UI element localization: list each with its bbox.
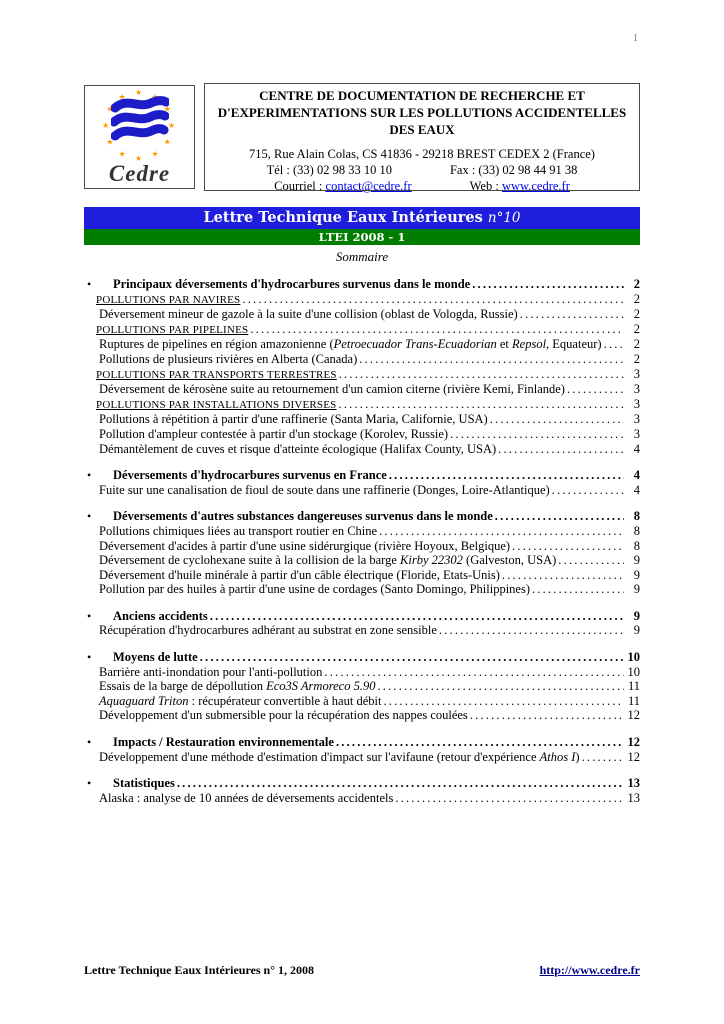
toc-entry: [84, 582, 640, 597]
toc-page-number: 3: [633, 412, 640, 427]
address-line: 715, Rue Alain Colas, CS 41836 - 29218 BREST CEDEX 2 (France): [249, 147, 595, 161]
toc-entry-text: Déversement d'acides à partir d'une usine sidérurgique (rivière Hoyoux, Belgique): [99, 538, 511, 553]
toc-entry-text: Alaska : analyse de 10 années de déversements accidentels: [99, 790, 394, 805]
toc-entry-label: [99, 694, 381, 709]
dot-leader: [498, 442, 624, 457]
toc-page-number: 13: [627, 790, 640, 805]
toc-entry: [84, 442, 640, 457]
toc-section-title: [84, 509, 640, 524]
toc-entry: [84, 553, 640, 568]
toc-entry-text: Pollution par des huiles à partir d'une usine de cordages (Santo Domingo, Philippines): [99, 582, 530, 597]
toc-section-title: [84, 468, 640, 483]
star-icon: ★: [118, 92, 126, 102]
toc-page-number: 4: [633, 441, 640, 456]
toc-page-number: 8: [633, 523, 640, 538]
star-icon: ★: [106, 104, 114, 114]
toc-entry-label: [99, 582, 530, 597]
bullet-icon: •: [87, 776, 92, 791]
toc-subheading: [84, 292, 640, 308]
org-info-box: [204, 83, 640, 191]
toc-entry-text: POLLUTIONS PAR NAVIRES: [96, 293, 241, 306]
toc-entry-label: [99, 382, 565, 397]
toc-entry-label: [99, 568, 500, 583]
dot-leader: [336, 735, 624, 750]
dot-leader: [567, 382, 624, 397]
fax-label: Fax : (33) 02 98 44 91 38: [449, 163, 578, 177]
toc-entry-text: et: [496, 337, 513, 352]
toc-section-title: [84, 735, 640, 750]
page-footer: [84, 963, 640, 978]
toc-page-number: 4: [633, 482, 640, 497]
contact-links-line: [211, 179, 633, 194]
toc-page-number: 10: [627, 650, 640, 665]
toc-entry-text: Barrière anti-inondation pour l'anti-pollution: [99, 664, 323, 679]
toc-entry-text: Aquaguard Triton: [99, 693, 189, 708]
toc-section-title-text: Anciens accidents: [113, 608, 208, 623]
issue-banner: LTEI 2008 - 1: [84, 229, 640, 245]
toc-entry: [84, 352, 640, 367]
toc-entry-text: Petroecuador Trans-Ecuadorian: [333, 337, 497, 352]
toc-entry-text: Déversement de kérosène suite au retournement d'un camion citerne (rivière Kemi, Finlande): [99, 382, 565, 397]
dot-leader: [502, 568, 624, 583]
dot-leader: [512, 539, 624, 554]
page-number: 1: [633, 33, 638, 44]
toc-entry-text: Déversement mineur de gazole à la suite d'une collision (oblast de Vologda, Russie): [99, 307, 518, 322]
toc-entry: [84, 679, 640, 694]
toc-entry-label: [99, 679, 375, 694]
toc-entry-text: Développement d'un submersible pour la récupération des nappes coulées: [99, 708, 468, 723]
toc-page-number: 9: [633, 608, 640, 623]
bullet-icon: •: [87, 608, 92, 623]
toc-entry-label: [99, 539, 510, 554]
toc-section-title: [84, 609, 640, 624]
toc-entry: [84, 337, 640, 352]
star-icon: ★: [102, 121, 110, 130]
dot-leader: [532, 582, 624, 597]
toc-entry-text: Déversement d'huile minérale à partir d'un câble électrique (Floride, Etats-Unis): [99, 567, 500, 582]
toc-entry-label: [99, 307, 518, 322]
dot-leader: [383, 694, 624, 709]
toc-entry: [84, 568, 640, 583]
toc-entry-text: Pollutions à répétition à partir d'une raffinerie (Santa Maria, Californie, USA): [99, 412, 488, 427]
star-icon: ★: [118, 149, 126, 159]
toc-entry-text: Kirby 22302: [400, 553, 463, 568]
toc-page-number: 11: [627, 679, 640, 694]
toc-entry: [84, 539, 640, 554]
dot-leader: [377, 679, 624, 694]
toc-entry-label: [99, 427, 448, 442]
toc-section-title-text: Déversements d'hydrocarbures survenus en France: [113, 468, 387, 483]
toc-entry-text: Pollutions chimiques liées au transport routier en Chine: [99, 523, 378, 538]
toc-section: [84, 650, 640, 723]
web-group: [470, 179, 570, 194]
toc-page-number: 2: [633, 307, 640, 322]
dot-leader: [324, 665, 624, 680]
waves-icon: [111, 96, 169, 148]
toc-entry-text: ): [575, 749, 580, 764]
dot-leader: [582, 750, 624, 765]
toc-section: [84, 735, 640, 764]
dot-leader: [339, 367, 624, 382]
toc-entry: [84, 665, 640, 680]
toc-entry: [84, 307, 640, 322]
dot-leader: [339, 397, 625, 412]
toc-entry: [84, 427, 640, 442]
toc-page-number: 9: [633, 582, 640, 597]
toc-page-number: 12: [627, 749, 640, 764]
star-icon: ★: [163, 137, 171, 147]
toc-page-number: 8: [633, 538, 640, 553]
toc-entry-label: [96, 293, 240, 308]
toc-entry-text: Repsol: [512, 337, 547, 352]
toc-subheading: [84, 322, 640, 338]
toc-entry-text: POLLUTIONS PAR TRANSPORTS TERRESTRES: [96, 368, 337, 381]
toc-page-number: 3: [633, 396, 640, 411]
toc-page-number: 10: [627, 664, 640, 679]
toc-entry-text: Récupération d'hydrocarbures adhérant au substrat en zone sensible: [99, 623, 437, 638]
toc-subheading: [84, 397, 640, 413]
toc-page-number: 12: [627, 708, 640, 723]
toc-section: [84, 468, 640, 497]
toc-entry-label: [96, 398, 337, 413]
newsletter-title: Lettre Technique Eaux Intérieures: [203, 209, 488, 226]
toc-entry: [84, 708, 640, 723]
toc-entry-label: [99, 442, 496, 457]
tel-fax-line: [211, 163, 633, 178]
star-icon: ★: [135, 154, 143, 163]
toc-entry-label: [96, 368, 337, 383]
toc-entry-label: [99, 791, 393, 806]
toc-section: [84, 776, 640, 805]
toc-page-number: 9: [633, 567, 640, 582]
toc-page-number: 12: [627, 735, 640, 750]
toc-entry-text: Pollutions de plusieurs rivières en Alberta (Canada): [99, 351, 358, 366]
dot-leader: [520, 307, 624, 322]
toc-entry-text: Eco3S Armoreco 5.90: [266, 679, 376, 694]
toc-entry-label: [99, 750, 580, 765]
toc-entry-label: [99, 665, 322, 680]
star-icon: ★: [106, 137, 114, 147]
bullet-icon: •: [87, 735, 92, 750]
dot-leader: [379, 524, 624, 539]
toc-section-title: [84, 650, 640, 665]
toc-entry-label: [99, 337, 602, 352]
dot-leader: [359, 352, 624, 367]
toc-entry-text: Ruptures de pipelines en région amazonienne (: [99, 337, 334, 352]
toc-page-number: 3: [633, 366, 640, 381]
org-title: CENTRE DE DOCUMENTATION DE RECHERCHE ET D'EXPERIMENTATIONS SUR LES POLLUTIONS ACCIDENTELLES DES EAUX: [217, 88, 627, 137]
dot-leader: [439, 623, 624, 638]
toc-entry-text: (Galveston, USA): [462, 553, 557, 568]
dot-leader: [177, 776, 624, 791]
newsletter-title-banner: [84, 207, 640, 229]
dot-leader: [470, 708, 624, 723]
dot-leader: [490, 412, 624, 427]
toc-page-number: 2: [633, 337, 640, 352]
toc-entry-text: , Equateur): [546, 337, 602, 352]
toc-page-number: 3: [633, 426, 640, 441]
dot-leader: [395, 791, 624, 806]
toc-page-number: 3: [633, 382, 640, 397]
toc-subheading: [84, 367, 640, 383]
star-icon: ★: [151, 149, 159, 159]
toc-section: [84, 277, 640, 456]
toc-entry-label: [99, 708, 468, 723]
toc-section-title-text: Moyens de lutte: [113, 650, 198, 665]
dot-leader: [200, 650, 624, 665]
logo-wordmark: Cedre: [108, 161, 171, 186]
toc-entry-text: Pollution d'ampleur contestée à partir d'un stockage (Korolev, Russie): [99, 426, 449, 441]
dot-leader: [450, 427, 624, 442]
toc-entry-label: [99, 483, 550, 498]
toc-entry-label: [96, 323, 248, 338]
toc-entry-text: POLLUTIONS PAR PIPELINES: [96, 323, 249, 336]
toc-entry-text: Fuite sur une canalisation de fioul de soute dans une raffinerie (Donges, Loire-Atlantique): [99, 482, 550, 497]
toc-entry: [84, 750, 640, 765]
star-icon: ★: [168, 121, 176, 130]
bullet-icon: •: [87, 650, 92, 665]
toc-page-number: 8: [633, 509, 640, 524]
toc-entry: [84, 623, 640, 638]
letterhead: [84, 85, 640, 191]
dot-leader: [242, 292, 624, 307]
cedre-logo: [84, 85, 195, 189]
toc-section: [84, 509, 640, 597]
toc-page-number: 2: [633, 351, 640, 366]
star-icon: ★: [151, 92, 159, 102]
toc-section-title-text: Déversements d'autres substances dangereuses survenus dans le monde: [113, 509, 493, 524]
toc-page-number: 2: [633, 291, 640, 306]
toc-entry-label: [99, 524, 377, 539]
toc-entry-label: [99, 352, 357, 367]
toc-entry-label: [99, 553, 556, 568]
toc-entry-text: Démantèlement de cuves et risque d'atteinte écologique (Halifax County, USA): [99, 441, 497, 456]
toc-section-title: [84, 277, 640, 292]
toc-entry-label: [99, 623, 437, 638]
toc-entry-text: Athos I: [539, 749, 576, 764]
toc-page-number: 2: [633, 277, 640, 291]
dot-leader: [558, 553, 624, 568]
email-link[interactable]: contact@cedre.fr: [325, 179, 412, 193]
dot-leader: [472, 277, 624, 292]
toc-entry-text: Déversement de cyclohexane suite à la collision de la barge: [99, 553, 401, 568]
bullet-icon: •: [87, 277, 92, 291]
dot-leader: [604, 337, 624, 352]
table-of-contents: [84, 277, 640, 817]
toc-section: [84, 609, 640, 638]
toc-page-number: 11: [627, 693, 640, 708]
bullet-icon: •: [87, 509, 92, 524]
toc-entry: [84, 791, 640, 806]
dot-leader: [495, 509, 624, 524]
toc-entry-text: Développement d'une méthode d'estimation d'impact sur l'avifaune (retour d'expérience: [99, 749, 540, 764]
toc-entry: [84, 694, 640, 709]
toc-page-number: 2: [633, 321, 640, 336]
dot-leader: [250, 322, 624, 337]
dot-leader: [552, 483, 624, 498]
dot-leader: [389, 468, 624, 483]
toc-section-title: [84, 776, 640, 791]
toc-section-title-text: Statistiques: [113, 776, 175, 791]
toc-entry-label: [99, 412, 488, 427]
toc-entry-text: Essais de la barge de dépollution: [99, 679, 267, 694]
bullet-icon: •: [87, 468, 92, 483]
tel-label: Tél : (33) 02 98 33 10 10: [266, 163, 392, 177]
footer-site-link[interactable]: http://www.cedre.fr: [539, 963, 640, 977]
web-label: Web :: [469, 179, 502, 193]
star-icon: ★: [135, 88, 143, 97]
web-link[interactable]: www.cedre.fr: [501, 179, 570, 193]
email-label: Courriel :: [274, 179, 326, 193]
email-group: [274, 179, 412, 194]
toc-entry: [84, 382, 640, 397]
toc-entry: [84, 412, 640, 427]
toc-page-number: 4: [633, 468, 640, 483]
toc-entry: [84, 483, 640, 498]
toc-section-title-text: Impacts / Restauration environnementale: [113, 735, 334, 750]
toc-heading: Sommaire: [335, 249, 389, 264]
toc-page-number: 9: [633, 623, 640, 638]
dot-leader: [210, 609, 624, 624]
toc-page-number: 13: [627, 776, 640, 791]
newsletter-issue: n°10: [487, 210, 521, 226]
star-icon: ★: [163, 104, 171, 114]
toc-entry: [84, 524, 640, 539]
footer-title: Lettre Technique Eaux Intérieures n° 1, 2008: [84, 963, 315, 977]
toc-entry-text: POLLUTIONS PAR INSTALLATIONS DIVERSES: [96, 398, 337, 411]
toc-section-title-text: Principaux déversements d'hydrocarbures survenus dans le monde: [113, 277, 471, 291]
toc-page-number: 9: [633, 553, 640, 568]
toc-entry-text: : récupérateur convertible à haut débit: [188, 693, 382, 708]
